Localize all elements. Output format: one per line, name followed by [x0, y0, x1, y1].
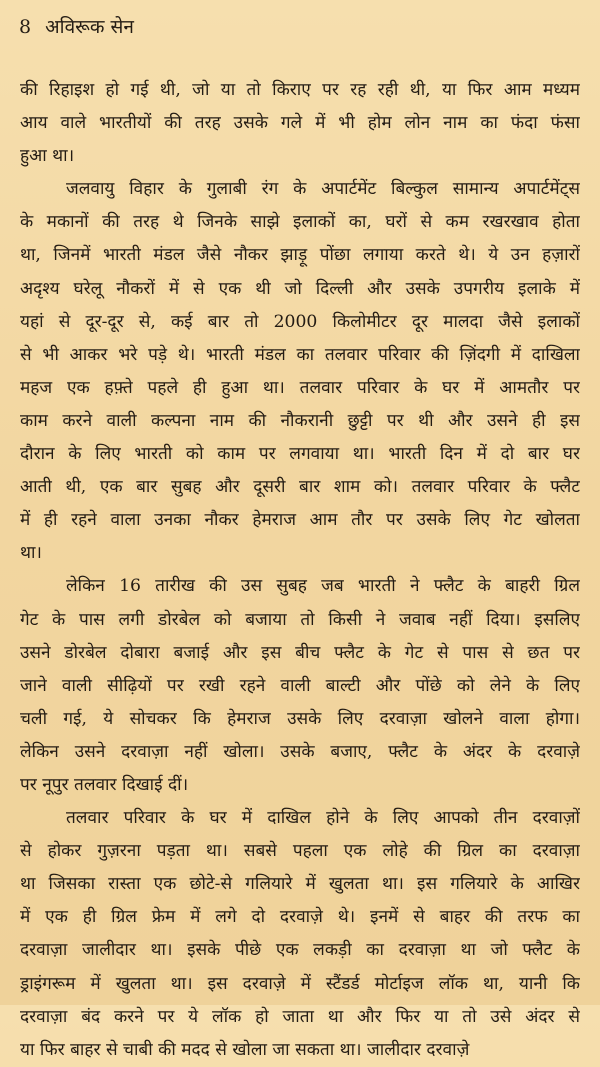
- text-line: था जिसका रास्ता एक छोटे-से गलियारे में खुलता था। इस गलियारे के आखिर: [20, 874, 580, 895]
- text-line: में ही रहने वाला उनका नौकर हेमराज आम तौर पर उसके लिए गेट खोलता: [20, 510, 580, 531]
- text-line: जलवायु विहार के गुलाबी रंग के अपार्टमेंट बिल्कुल सामान्य अपार्टमेंट्स: [66, 179, 580, 200]
- running-head-title: अविरूक सेन: [45, 16, 134, 38]
- text-line: उसने डोरबेल दोबारा बजाई और इस बीच फ्लैट के गेट से पास से छत पर: [20, 642, 580, 663]
- text-line: काम करने वाली कल्पना नाम की नौकरानी छुट्टी पर थी और उसने ही इस: [20, 410, 580, 431]
- text-line: था, जिनमें भारती मंडल जैसे नौकर झाड़ू पोंछा लगाया करते थे। ये उन हज़ारों: [20, 245, 580, 266]
- text-line: की रिहाइश हो गई थी, जो या तो किराए पर रह रही थी, या फिर आम मध्यम: [20, 80, 580, 100]
- paragraph: [20, 802, 580, 1067]
- text-line: दरवाज़ा बंद करने पर ये लॉक हो जाता था और फिर या तो उसे अंदर से: [20, 1006, 580, 1027]
- running-head: [19, 14, 134, 40]
- text-line: लेकिन 16 तारीख की उस सुबह जब भारती ने फ्लैट के बाहरी ग्रिल: [66, 576, 580, 597]
- text-line: में एक ही ग्रिल फ्रेम में लगे दो दरवाज़े थे। इनमें से बाहर की तरफ का: [20, 907, 580, 928]
- paragraph: [20, 74, 580, 173]
- text-line: चली गई, ये सोचकर कि हेमराज उसके लिए दरवाज़ा खोलने वाला होगा।: [20, 708, 580, 729]
- text-line: हुआ था।: [20, 146, 75, 167]
- text-line: दौरान के लिए भारती को काम पर लगवाया था। भारती दिन में दो बार घर: [20, 444, 580, 465]
- text-line: आती थी, एक बार सुबह और दूसरी बार शाम को। तलवार परिवार के फ्लैट: [20, 477, 580, 498]
- text-line: आय वाले भारतीयों की तरह उसके गले में भी होम लोन नाम का फंदा फंसा: [20, 113, 580, 134]
- text-line: जाने वाली सीढ़ियों पर रखी रहने वाली बाल्टी और पोंछे को लेने के लिए: [20, 675, 580, 696]
- page-number: 8: [19, 16, 32, 38]
- text-line: यहां से दूर-दूर से, कई बार तो 2000 किलोमीटर दूर मालदा जैसे इलाकों: [20, 311, 580, 332]
- text-line: से भी आकर भरे पड़े थे। भारती मंडल का तलवार परिवार की ज़िंदगी में दाखिला: [20, 344, 580, 365]
- text-line: के मकानों की तरह थे जिनके साझे इलाकों का, घरों से कम रखरखाव होता: [20, 212, 580, 233]
- text-line: तलवार परिवार के घर में दाखिल होने के लिए आपको तीन दरवाज़ों: [66, 808, 580, 829]
- text-line: या फिर बाहर से चाबी की मदद से खोला जा सकता था। जालीदार दरवाज़े: [20, 1039, 470, 1060]
- text-line: महज एक हफ़्ते पहले ही हुआ था। तलवार परिवार के घर में आमतौर पर: [20, 377, 580, 398]
- body-text: [20, 74, 580, 1067]
- text-line: पर नूपुर तलवार दिखाई दीं।: [20, 774, 189, 795]
- text-line: दरवाज़ा जालीदार था। इसके पीछे एक लकड़ी का दरवाज़ा था जो फ्लैट के: [20, 940, 580, 961]
- paragraph: [20, 570, 580, 802]
- text-line: गेट के पास लगी डोरबेल को बजाया तो किसी ने जवाब नहीं दिया। इसलिए: [20, 609, 580, 630]
- text-line: लेकिन उसने दरवाज़ा नहीं खोला। उसके बजाए, फ्लैट के अंदर के दरवाज़े: [20, 741, 580, 762]
- text-line: अदृश्य घरेलू नौकरों में से एक थी जो दिल्ली और उसके उपगरीय इलाके में: [20, 278, 580, 299]
- paragraph: [20, 173, 580, 570]
- text-line: था।: [20, 543, 42, 564]
- text-line: से होकर गुज़रना पड़ता था। सबसे पहला एक लोहे की ग्रिल का दरवाज़ा: [20, 841, 580, 862]
- text-line: ड्राइंगरूम में खुलता था। इस दरवाज़े में स्टैंडर्ड मोर्टाइज लॉक था, यानी कि: [20, 973, 580, 994]
